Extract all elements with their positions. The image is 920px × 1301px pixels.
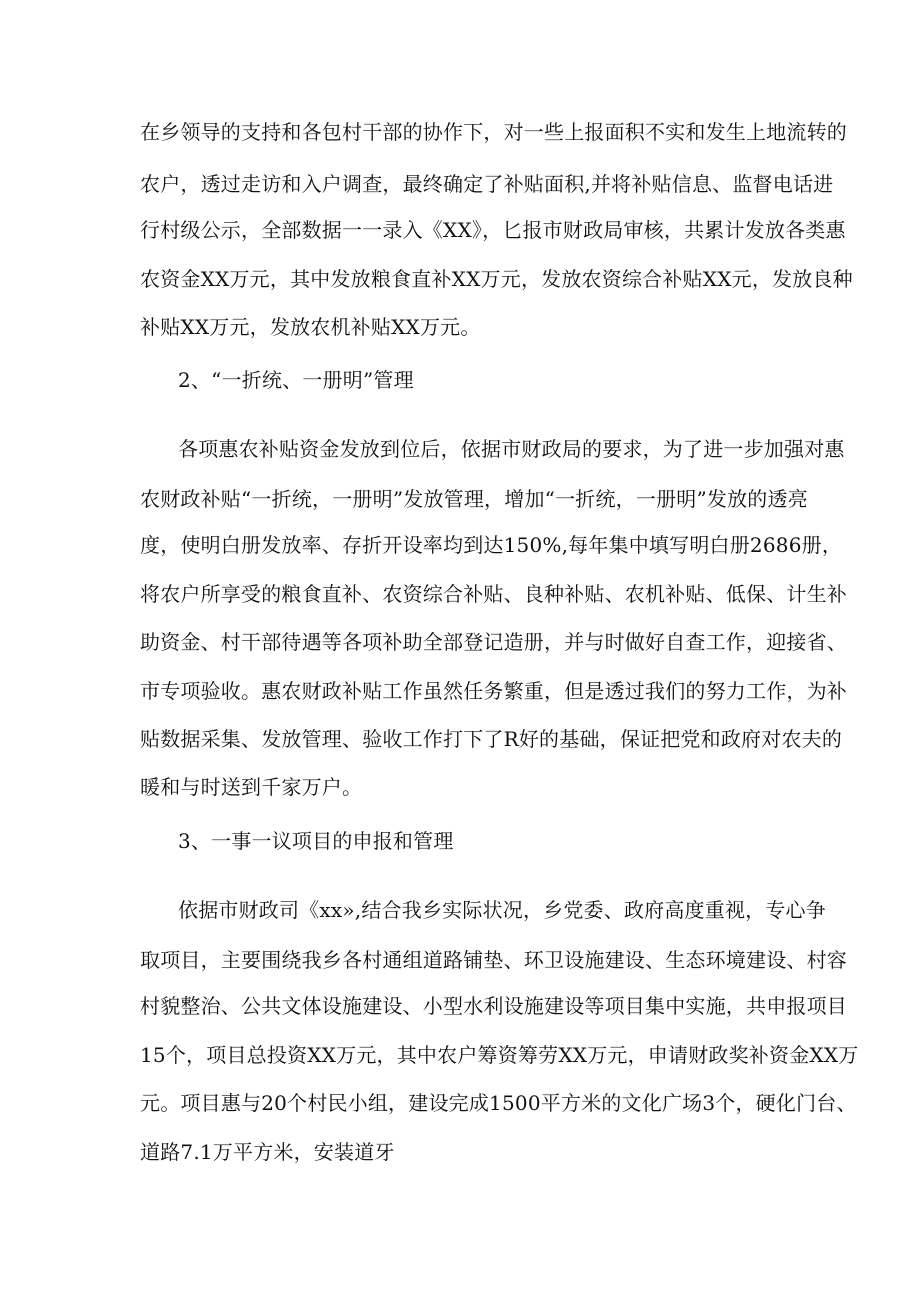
text-line: 15个，项目总投资XX万元，其中农户筹资筹劳XX万元，申请财政奖补资金XX万 [140, 1043, 859, 1067]
section-heading: 2、“一折统、一册明”管理 [178, 368, 414, 392]
text-line: 道路7.1万平方米，安装道牙 [140, 1140, 395, 1164]
text-line: 农财政补贴“一折统，一册明”发放管理，增加“一折统，一册明”发放的透亮 [140, 487, 808, 511]
text-line: 助资金、村干部待遇等各项补助全部登记造册，并与时做好自查工作，迎接省、 [140, 630, 847, 654]
text-line: 度，使明白册发放率、存折开设率均到达150%,每年集中填写明白册2686册， [140, 533, 843, 557]
text-line: 行村级公示，全部数据一一录入《XX》，匕报市财政局审核，共累计发放各类惠 [140, 218, 846, 242]
text-line: 补贴XX万元，发放农机补贴XX万元。 [140, 315, 481, 339]
text-line: 农资金XX万元，其中发放粮食直补XX万元，发放农资综合补贴XX元，发放良种 [140, 267, 853, 291]
text-line: 各项惠农补贴资金发放到位后，依据市财政局的要求，为了进一步加强对惠 [178, 437, 845, 461]
text-line: 依据市财政司《xx»,结合我乡实际状况，乡党委、政府高度重视，专心争 [178, 898, 826, 922]
text-line: 取项目，主要围绕我乡各村通组道路铺垫、环卫设施建设、生态环境建设、村容 [140, 948, 847, 972]
text-line: 元。项目惠与20个村民小组，建设完成1500平方米的文化广场3个，硬化门台、 [140, 1091, 857, 1115]
text-line: 暖和与时送到千家万户。 [140, 775, 363, 799]
text-line: 将农户所享受的粮食直补、农资综合补贴、良种补贴、农机补贴、低保、计生补 [140, 582, 847, 606]
text-line: 村貌整治、公共文体设施建设、小型水利设施建设等项目集中实施，共申报项目 [140, 994, 847, 1018]
text-line: 在乡领导的支持和各包村干部的协作下，对一些上报面积不实和发生上地流转的 [140, 120, 847, 144]
text-line: 农户，透过走访和入户调查，最终确定了补贴面积,并将补贴信息、监督电话进 [140, 172, 834, 196]
section-heading: 3、一事一议项目的申报和管理 [178, 829, 454, 853]
text-line: 贴数据采集、发放管理、验收工作打下了R好的基础，保证把党和政府对农夫的 [140, 727, 843, 751]
text-line: 市专项验收。惠农财政补贴工作虽然任务繁重，但是透过我们的努力工作，为补 [140, 679, 847, 703]
